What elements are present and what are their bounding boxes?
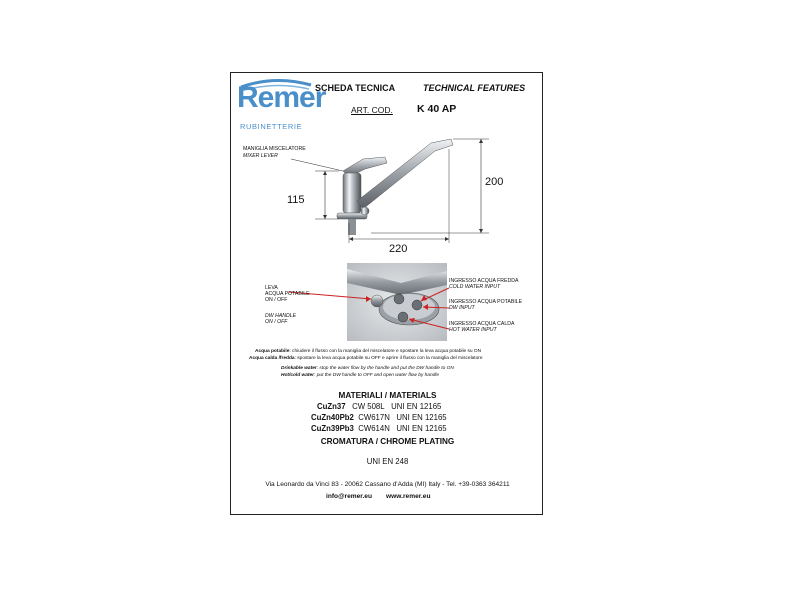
scheda-title: SCHEDA TECNICA — [315, 83, 396, 93]
cold-label-it: INGRESSO ACQUA FREDDA — [449, 278, 519, 284]
material-row — [317, 402, 441, 411]
material-alloy: CuZn39Pb3 — [311, 424, 354, 433]
dim-220-label: 220 — [389, 243, 408, 255]
note-calda — [249, 356, 483, 362]
logo-text: Remer — [237, 81, 326, 114]
note-drinkable-text: : stop the water flow by the handle and put the DW handle to ON — [316, 366, 454, 371]
material-norm: UNI EN 12165 — [391, 402, 442, 411]
cold-label-en: COLD WATER INPUT — [449, 284, 501, 290]
material-norm: UNI EN 12165 — [396, 413, 447, 422]
art-code-label: ART. COD. — [351, 105, 393, 115]
dim-200-label: 200 — [485, 176, 504, 188]
hot-label-it: INGRESSO ACQUA CALDA — [449, 321, 515, 327]
technical-title: TECHNICAL FEATURES — [423, 83, 526, 93]
material-row — [311, 424, 447, 433]
note-calda-text: : spostare la leva acqua potabile su OFF e aprire il flusso con la maniglia del miscelatore — [294, 356, 483, 361]
leva-label-1: LEVA — [265, 285, 278, 291]
lever-label-it: MANIGLIA MISCELATORE — [243, 146, 306, 152]
dw-handle-label-2: ON / OFF — [265, 319, 288, 325]
note-hotcold-label: Hot/cold water — [281, 373, 315, 378]
hot-label-en: HOT WATER INPUT — [449, 327, 497, 333]
material-code: CW617N — [358, 413, 390, 422]
material-alloy: CuZn40Pb2 — [311, 413, 354, 422]
note-potabile — [255, 349, 481, 355]
material-alloy: CuZn37 — [317, 402, 346, 411]
email-link[interactable]: info@remer.eu — [326, 493, 373, 500]
material-norm: UNI EN 12165 — [396, 424, 447, 433]
note-potabile-label: Acqua potabile — [255, 349, 290, 354]
logo-subtitle: RUBINETTERIE — [240, 122, 303, 131]
dw-handle-label-1: DW HANDLE — [265, 313, 297, 319]
leva-label-3: ON / OFF — [265, 297, 288, 303]
detail-view — [231, 73, 544, 373]
lever-label-en: MIXER LEVER — [243, 153, 278, 159]
chrome-title: CROMATURA / CHROME PLATING — [320, 437, 455, 446]
material-code: CW 508L — [352, 402, 385, 411]
materials-title: MATERIALI / MATERIALS — [338, 391, 437, 400]
material-code: CW614N — [358, 424, 390, 433]
note-calda-label: Acqua calda /fredda — [249, 356, 295, 361]
chrome-norm: UNI EN 248 — [366, 457, 409, 466]
art-code-value: K 40 AP — [417, 103, 457, 115]
note-potabile-text: : chiudere il flusso con la maniglia del miscelatore e spostare la leva acqua potabile su ON — [289, 349, 482, 354]
leva-label-2: ACQUA POTABILE — [265, 291, 310, 297]
web-link[interactable]: www.remer.eu — [386, 493, 431, 500]
address: Via Leonardo da Vinci 83 - 20062 Cassano d'Adda (MI) Italy - Tel. +39-0363 364211 — [265, 481, 510, 488]
technical-sheet — [230, 72, 543, 515]
note-hotcold-text: : put the DW handle to OFF and open water flow by handle — [314, 373, 440, 378]
note-drinkable-label: Drinkable water — [281, 366, 317, 371]
dim-115-label: 115 — [287, 194, 305, 206]
dw-label-it: INGRESSO ACQUA POTABILE — [449, 299, 523, 305]
material-row — [311, 413, 447, 422]
contacts — [326, 493, 444, 500]
dw-label-en: DW INPUT — [449, 305, 475, 311]
note-hotcold — [281, 373, 439, 379]
note-drinkable — [281, 366, 454, 372]
